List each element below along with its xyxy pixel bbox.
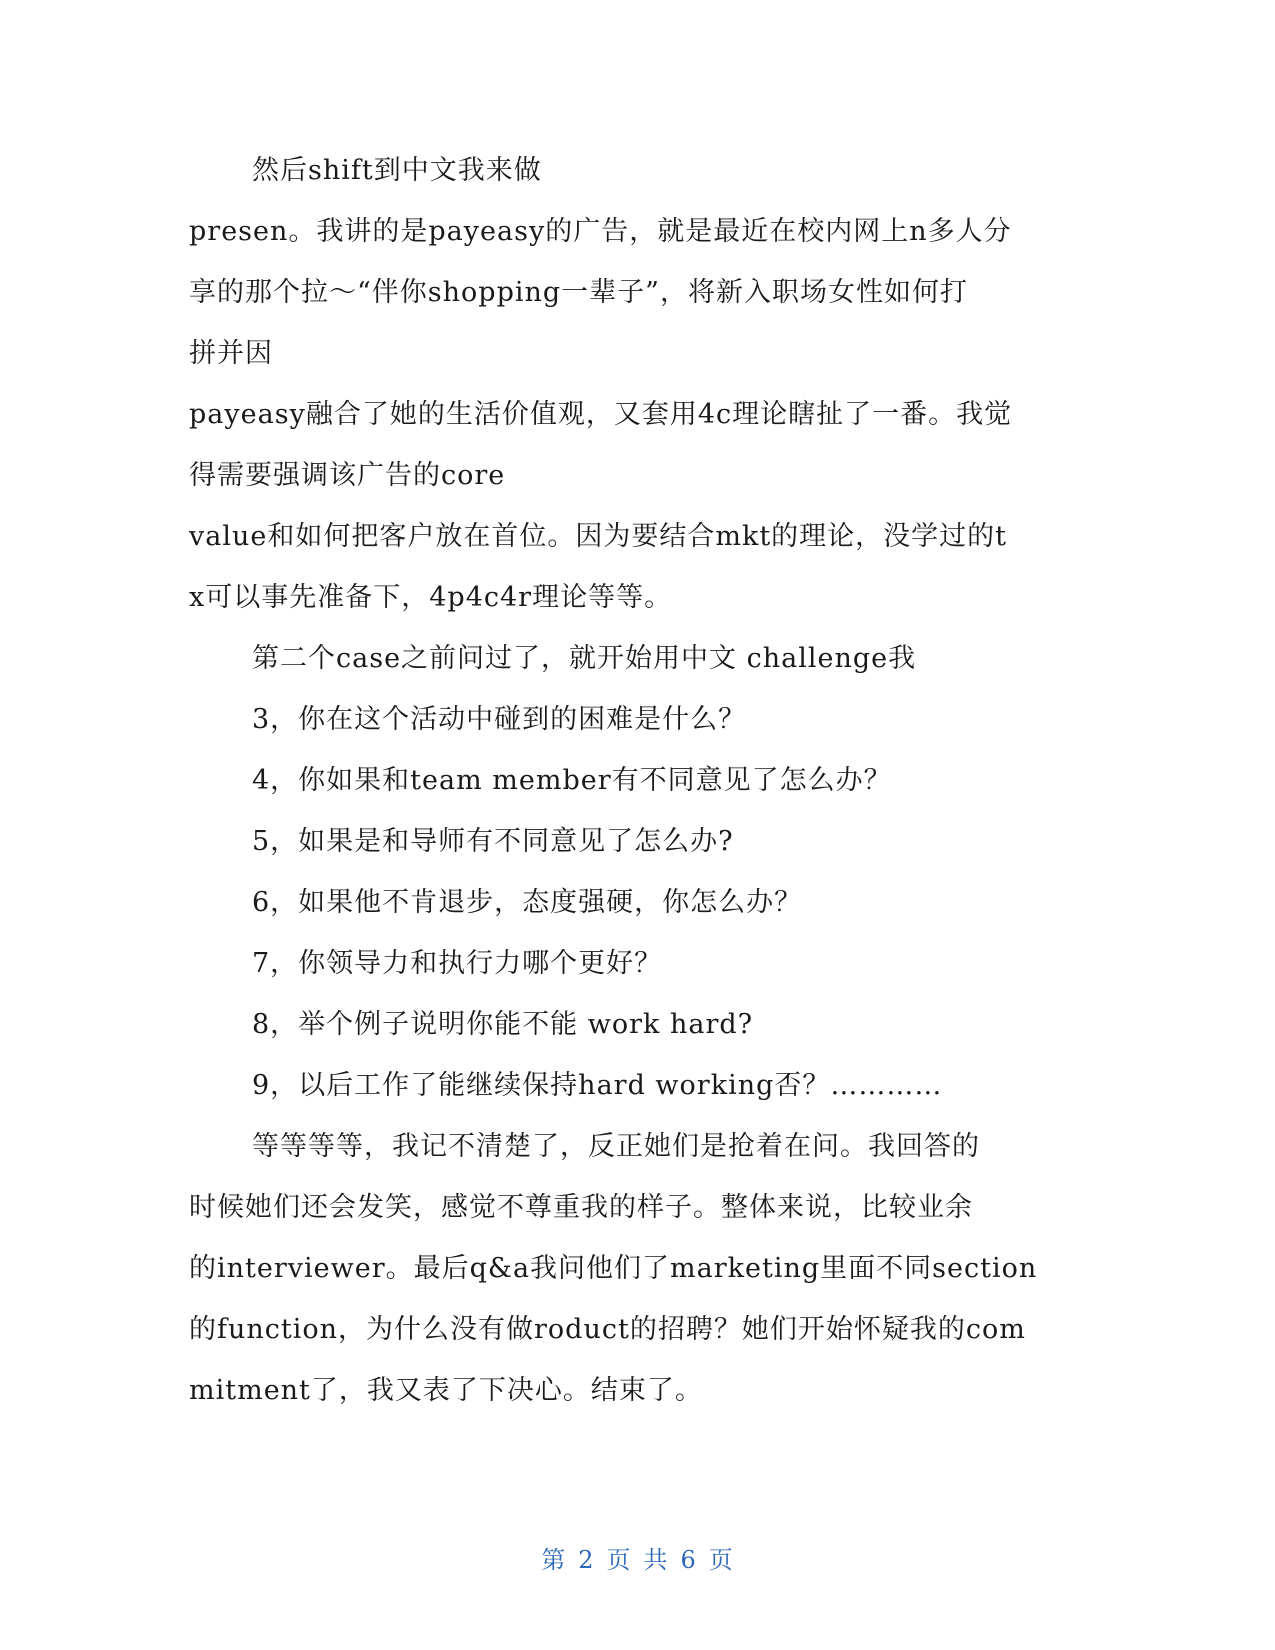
question-line: 3，你在这个活动中碰到的困难是什么？ <box>252 704 747 735</box>
paragraph-line: 等等等等，我记不清楚了，反正她们是抢着在问。我回答的 <box>252 1131 980 1162</box>
question-line: 4，你如果和team member有不同意见了怎么办？ <box>252 765 892 796</box>
footer-page-word: 页 <box>606 1546 632 1574</box>
paragraph-line: 时候她们还会发笑，感觉不尊重我的样子。整体来说，比较业余 <box>189 1192 973 1223</box>
paragraph-line: 然后shift到中文我来做 <box>252 155 542 186</box>
paragraph-line: 第二个case之前问过了，就开始用中文 challenge我 <box>252 643 917 674</box>
document-body <box>189 140 1079 1421</box>
paragraph-line: value和如何把客户放在首位。因为要结合mkt的理论，没学过的t <box>189 521 1008 552</box>
paragraph-line: presen。我讲的是payeasy的广告，就是最近在校内网上n多人分 <box>189 216 1012 247</box>
footer-suffix: 页 <box>708 1546 734 1574</box>
footer-prefix: 第 <box>541 1546 567 1574</box>
paragraph-line: 拼并因 <box>189 338 273 369</box>
paragraph-line: 享的那个拉～“伴你shopping一辈子”，将新入职场女性如何打 <box>189 277 968 308</box>
paragraph-line: 得需要强调该广告的core <box>189 460 506 491</box>
footer-current-page: 2 <box>578 1546 595 1574</box>
page-footer <box>0 1540 1275 1575</box>
footer-total-word: 共 <box>643 1546 669 1574</box>
paragraph-line: mitment了，我又表了下决心。结束了。 <box>189 1375 703 1406</box>
question-line: 6，如果他不肯退步，态度强硬，你怎么办？ <box>252 887 803 918</box>
footer-total-pages: 6 <box>680 1546 697 1574</box>
paragraph-line: x可以事先准备下，4p4c4r理论等等。 <box>189 582 673 613</box>
paragraph-line: payeasy融合了她的生活价值观，又套用4c理论瞎扯了一番。我觉 <box>189 399 1013 430</box>
question-line: 7，你领导力和执行力哪个更好？ <box>252 948 663 979</box>
paragraph-line: 的interviewer。最后q&a我问他们了marketing里面不同section <box>189 1253 1038 1284</box>
question-line: 8，举个例子说明你能不能 work hard? <box>252 1009 754 1040</box>
question-line: 9，以后工作了能继续保持hard working否？………… <box>252 1070 943 1101</box>
paragraph-line: 的function，为什么没有做roduct的招聘？她们开始怀疑我的com <box>189 1314 1026 1345</box>
question-line: 5，如果是和导师有不同意见了怎么办? <box>252 826 734 857</box>
